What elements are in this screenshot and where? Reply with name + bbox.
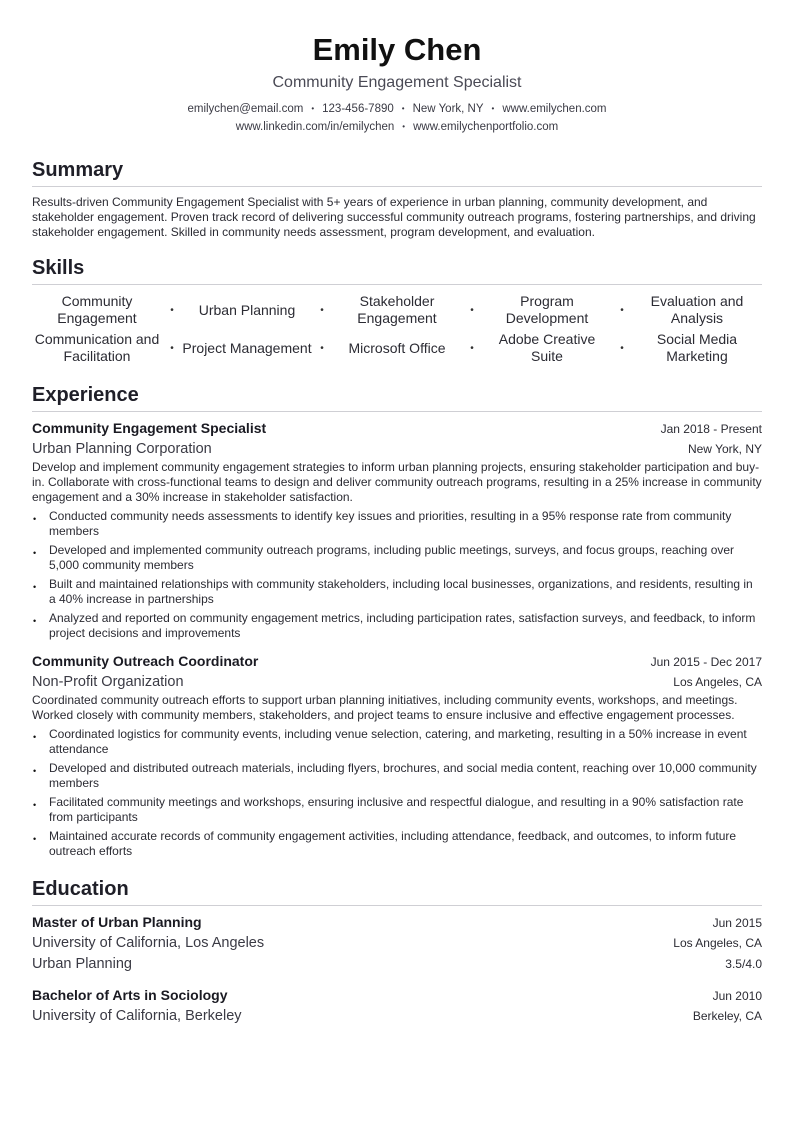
skill-separator: • [170, 304, 174, 316]
section-divider [32, 284, 762, 285]
skill-item: Evaluation and Analysis [650, 293, 744, 327]
section-divider [32, 411, 762, 412]
summary-section [32, 158, 762, 240]
skill-item: Communication and Facilitation [34, 331, 160, 365]
gpa-value: 3.5/4.0 [725, 957, 762, 972]
experience-heading: Experience [32, 384, 139, 407]
website-link[interactable]: www.emilychen.com [502, 103, 607, 116]
skill-item: Stakeholder Engagement [357, 293, 437, 327]
skill-item: Community Engagement [57, 293, 137, 327]
list-item: • Maintained accurate records of community engagement activities, including attendance, feedback, and outcomes, to inform future outreach efforts [33, 829, 737, 859]
section-divider [32, 905, 762, 906]
list-item: • Conducted community needs assessments to identify key issues and priorities, resulting in a 95% response rate from community members [33, 509, 732, 539]
skill-separator: • [620, 342, 624, 354]
skill-item: Urban Planning [198, 301, 296, 318]
skill-separator: • [470, 342, 474, 354]
separator-dot: • [402, 122, 406, 132]
separator-dot: • [311, 104, 315, 113]
location-text: New York, NY [412, 103, 484, 116]
job-bullets [32, 509, 762, 641]
section-divider [32, 186, 762, 187]
job-dates: Jun 2015 - Dec 2017 [650, 655, 762, 670]
phone-text: 123-456-7890 [322, 103, 394, 116]
bullet-icon: • [33, 582, 37, 593]
job-bullets [32, 727, 762, 859]
skill-separator: • [320, 304, 324, 316]
education-heading: Education [32, 878, 129, 901]
skill-item: Microsoft Office [348, 339, 446, 356]
list-item: • Built and maintained relationships with community stakeholders, including local businesses, organizations, and residents, resulting in a 40% increase in partnerships [33, 577, 753, 607]
skills-section [32, 256, 762, 365]
degree-date: Jun 2015 [712, 916, 762, 931]
bullet-icon: • [33, 834, 37, 845]
linkedin-link[interactable]: www.linkedin.com/in/emilychen [235, 121, 395, 134]
bullet-icon: • [33, 732, 37, 743]
contact-line-2 [32, 118, 762, 136]
candidate-title: Community Engagement Specialist [272, 74, 522, 91]
portfolio-link[interactable]: www.emilychenportfolio.com [413, 121, 559, 134]
skill-separator: • [470, 304, 474, 316]
school-name: University of California, Berkeley [32, 1008, 242, 1025]
bullet-icon: • [33, 548, 37, 559]
skill-item: Project Management [182, 339, 312, 356]
job-entry [32, 420, 762, 641]
degree-title: Master of Urban Planning [32, 914, 202, 931]
list-item: • Facilitated community meetings and workshops, ensuring inclusive and respectful dialogue, and resulting in a 90% satisfaction rate from participants [33, 795, 744, 825]
bullet-icon: • [33, 800, 37, 811]
degree-title: Bachelor of Arts in Sociology [32, 987, 228, 1004]
school-name: University of California, Los Angeles [32, 935, 265, 952]
bullet-icon: • [33, 514, 37, 525]
job-dates: Jan 2018 - Present [660, 422, 762, 437]
summary-text: Results-driven Community Engagement Specialist with 5+ years of experience in urban planning, community development, and stakeholder engagement. Proven track record of delivering successful community outreach programs, fostering partnerships, and driving stakeholder engagement. Skilled in community needs assessment, program development, and evaluation. [32, 195, 756, 240]
skill-separator: • [170, 342, 174, 354]
job-organization: Urban Planning Corporation [32, 441, 212, 458]
summary-heading: Summary [32, 159, 124, 182]
job-description: Develop and implement community engagement strategies to inform urban planning projects, ensuring stakeholder participation and buy-in. Collaborate with cross-functional teams to design and deliver community outreach programs, resulting in a 25% increase in community engagement and a 30% increase in stakeholder satisfaction. [32, 460, 762, 505]
skill-separator: • [620, 304, 624, 316]
job-description: Coordinated community outreach efforts to support urban planning initiatives, including community events, workshops, and meetings. Worked closely with community members, stakeholders, and project teams to ensure inclusive and effective engagement processes. [32, 693, 738, 723]
candidate-name: Emily Chen [312, 32, 482, 67]
separator-dot: • [491, 104, 495, 113]
job-organization: Non-Profit Organization [32, 674, 184, 691]
education-entry [32, 914, 762, 973]
job-location: New York, NY [687, 442, 762, 457]
skill-separator: • [320, 342, 324, 354]
contact-line-1 [32, 100, 762, 118]
job-title: Community Outreach Coordinator [32, 653, 259, 670]
degree-date: Jun 2010 [712, 989, 762, 1004]
list-item: • Developed and implemented community outreach programs, including public meetings, surveys, and focus groups, reaching over 5,000 community members [33, 543, 735, 573]
skill-item: Adobe Creative Suite [498, 331, 596, 365]
experience-section [32, 383, 762, 859]
job-entry [32, 653, 762, 859]
bullet-icon: • [33, 766, 37, 777]
school-location: Berkeley, CA [692, 1009, 762, 1024]
email-link[interactable]: emilychen@email.com [187, 103, 304, 116]
school-location: Los Angeles, CA [673, 936, 762, 951]
separator-dot: • [401, 104, 405, 113]
bullet-icon: • [33, 616, 37, 627]
skill-item: Social Media Marketing [656, 331, 738, 365]
list-item: • Analyzed and reported on community engagement metrics, including participation rates, satisfaction surveys, and feedback, to inform project decisions and improvements [33, 611, 756, 641]
skills-heading: Skills [32, 257, 85, 280]
job-title: Community Engagement Specialist [32, 420, 267, 437]
education-entry [32, 987, 762, 1025]
list-item: • Developed and distributed outreach materials, including flyers, brochures, and social media content, reaching over 10,000 community members [33, 761, 757, 791]
field-of-study: Urban Planning [32, 956, 132, 973]
education-section [32, 877, 762, 1025]
skills-grid [32, 293, 762, 365]
list-item: • Coordinated logistics for community events, including venue selection, catering, and marketing, resulting in a 50% increase in event attendance [33, 727, 747, 757]
skill-item: Program Development [505, 293, 589, 327]
job-location: Los Angeles, CA [673, 675, 762, 690]
